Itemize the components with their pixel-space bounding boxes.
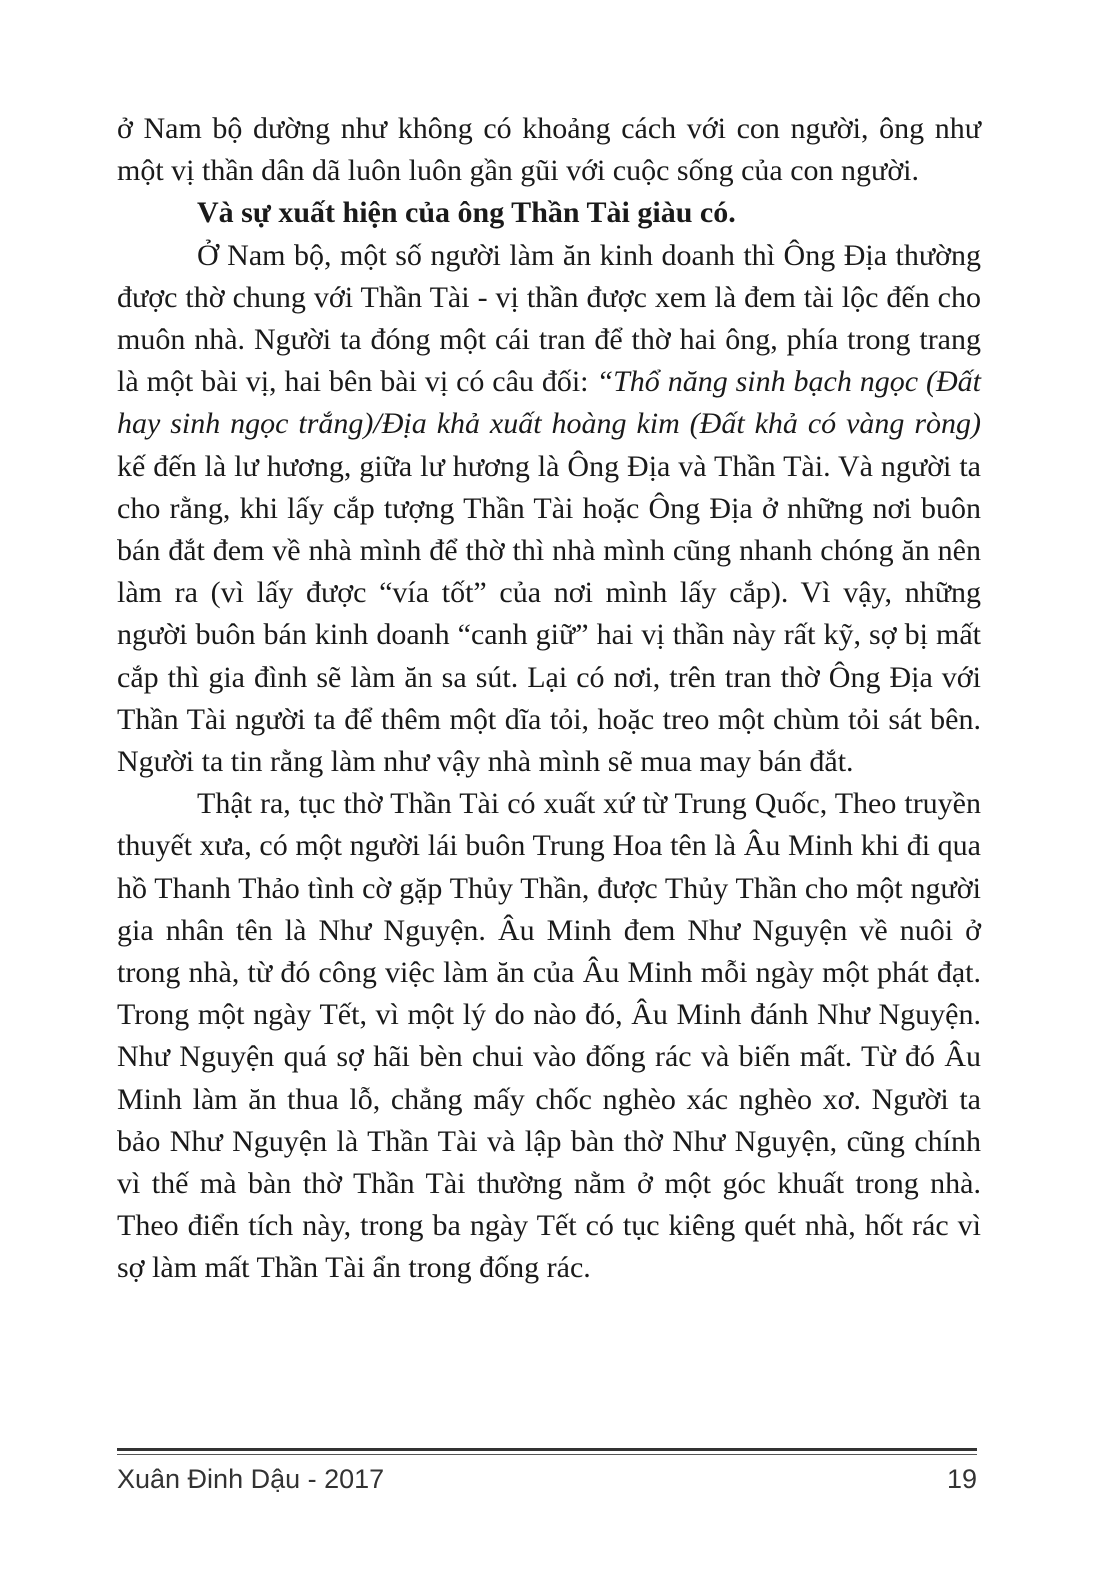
page-body <box>117 108 981 1290</box>
footer-rule-thick <box>117 1448 977 1451</box>
couplet-quote: “Thổ năng sinh bạch ngọc (Đất hay sinh ngọc trắng)/Địa khả xuất hoàng kim (Đất khả có vàng ròng) <box>117 365 982 441</box>
footer-rule-thin <box>117 1454 977 1455</box>
paragraph-ong-dia-than-tai <box>117 235 981 784</box>
footer-title: Xuân Đinh Dậu - 2017 <box>117 1464 385 1494</box>
page-footer <box>117 1462 977 1496</box>
paragraph-text: Ở Nam bộ, một số người làm ăn kinh doanh thì Ông Địa thường được thờ chung với Thần Tài - vị thần được xem là đem tài lộc đến cho muôn nhà. Người ta đóng một cái tran để thờ hai ông, phía trong trang là một bài vị, hai bên bài vị có câu đối: <box>117 238 981 399</box>
section-heading: Và sự xuất hiện của ông Thần Tài giàu có. <box>197 196 736 230</box>
page-number: 19 <box>946 1464 977 1494</box>
paragraph-text: kế đến là lư hương, giữa lư hương là Ông Địa và Thần Tài. Và người ta cho rằng, khi lấy cắp tượng Thần Tài hoặc Ông Địa ở những nơi buôn bán đắt đem về nhà mình để thờ thì nhà mình cũng nhanh chóng ăn nên làm ra (vì lấy được “vía tốt” của nơi mình lấy cắp). Vì vậy, những người buôn bán kinh doanh “canh giữ” hai vị thần này rất kỹ, sợ bị mất cắp thì gia đình sẽ làm ăn sa sút. Lại có nơi, trên tran thờ Ông Địa với Thần Tài người ta để thêm một dĩa tỏi, hoặc treo một chùm tỏi sát bên. Người ta tin rằng làm như vậy nhà mình sẽ mua may bán đắt. <box>117 449 981 779</box>
paragraph-legend: Thật ra, tục thờ Thần Tài có xuất xứ từ Trung Quốc, Theo truyền thuyết xưa, có một người lái buôn Trung Hoa tên là Âu Minh khi đi qua hồ Thanh Thảo tình cờ gặp Thủy Thần, được Thủy Thần cho một người gia nhân tên là Như Nguyện. Âu Minh đem Như Nguyện về nuôi ở trong nhà, từ đó công việc làm ăn của Âu Minh mỗi ngày một phát đạt. Trong một ngày Tết, vì một lý do nào đó, Âu Minh đánh Như Nguyện. Như Nguyện quá sợ hãi bèn chui vào đống rác và biến mất. Từ đó Âu Minh làm ăn thua lỗ, chẳng mấy chốc nghèo xác nghèo xơ. Người ta bảo Như Nguyện là Thần Tài và lập bàn thờ Như Nguyện, cũng chính vì thế mà bàn thờ Thần Tài thường nằm ở một góc khuất trong nhà. Theo điển tích này, trong ba ngày Tết có tục kiêng quét nhà, hốt rác vì sợ làm mất Thần Tài ẩn trong đống rác. <box>117 787 981 1285</box>
paragraph-continuation: ở Nam bộ dường như không có khoảng cách với con người, ông như một vị thần dân dã luôn luôn gần gũi với cuộc sống của con người. <box>117 112 981 188</box>
